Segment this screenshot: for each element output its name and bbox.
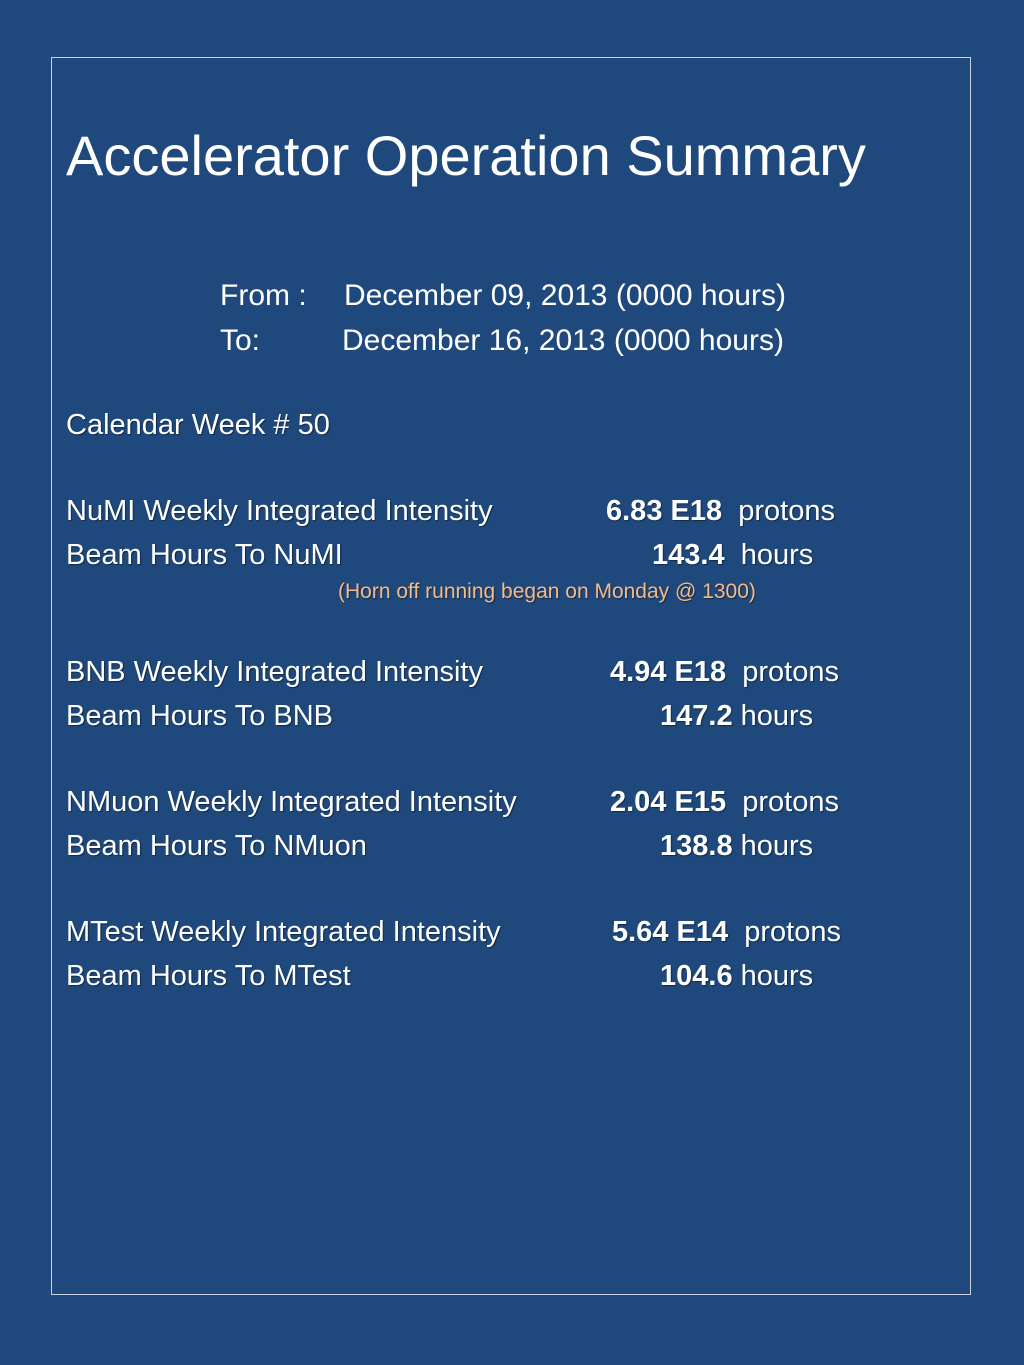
numi-hours <box>652 535 813 575</box>
numi-note: (Horn off running began on Monday @ 1300) <box>338 580 756 603</box>
mtest-intensity-label: MTest Weekly Integrated Intensity <box>66 916 501 948</box>
mtest-hours-value: 104.6 <box>660 960 733 992</box>
bnb-intensity-unit: protons <box>742 656 839 688</box>
bnb-intensity-label: BNB Weekly Integrated Intensity <box>66 656 483 688</box>
nmuon-hours <box>660 826 813 866</box>
bnb-hours-unit: hours <box>740 700 814 732</box>
mtest-intensity <box>612 912 841 952</box>
to-label: To: <box>220 324 261 357</box>
mtest-hours-label: Beam Hours To MTest <box>66 960 351 992</box>
numi-intensity-unit: protons <box>738 495 835 527</box>
calendar-week: Calendar Week # 50 <box>66 409 330 441</box>
numi-intensity-value: 6.83 E18 <box>606 495 723 527</box>
bnb-hours-value: 147.2 <box>660 700 733 732</box>
bnb-hours-label: Beam Hours To BNB <box>66 700 334 732</box>
nmuon-hours-value: 138.8 <box>660 830 733 862</box>
bnb-intensity <box>610 652 839 692</box>
from-value: December 09, 2013 (0000 hours) <box>344 279 786 312</box>
nmuon-intensity-label: NMuon Weekly Integrated Intensity <box>66 786 517 818</box>
nmuon-intensity-value: 2.04 E15 <box>610 786 727 818</box>
bnb-hours <box>660 696 813 736</box>
mtest-intensity-unit: protons <box>744 916 841 948</box>
mtest-hours <box>660 956 813 996</box>
from-label: From : <box>220 279 307 312</box>
nmuon-hours-unit: hours <box>740 830 814 862</box>
date-range-to <box>220 321 920 361</box>
numi-intensity-label: NuMI Weekly Integrated Intensity <box>66 495 493 527</box>
nmuon-hours-label: Beam Hours To NMuon <box>66 830 367 862</box>
numi-intensity <box>606 491 835 531</box>
numi-hours-label: Beam Hours To NuMI <box>66 539 343 571</box>
mtest-hours-unit: hours <box>740 960 814 992</box>
numi-hours-unit: hours <box>740 539 814 571</box>
nmuon-intensity <box>610 782 839 822</box>
to-value: December 16, 2013 (0000 hours) <box>342 324 784 357</box>
date-range-from <box>220 276 920 316</box>
numi-hours-value: 143.4 <box>652 539 725 571</box>
mtest-intensity-value: 5.64 E14 <box>612 916 729 948</box>
page-title: Accelerator Operation Summary <box>66 124 866 187</box>
nmuon-intensity-unit: protons <box>742 786 839 818</box>
bnb-intensity-value: 4.94 E18 <box>610 656 727 688</box>
